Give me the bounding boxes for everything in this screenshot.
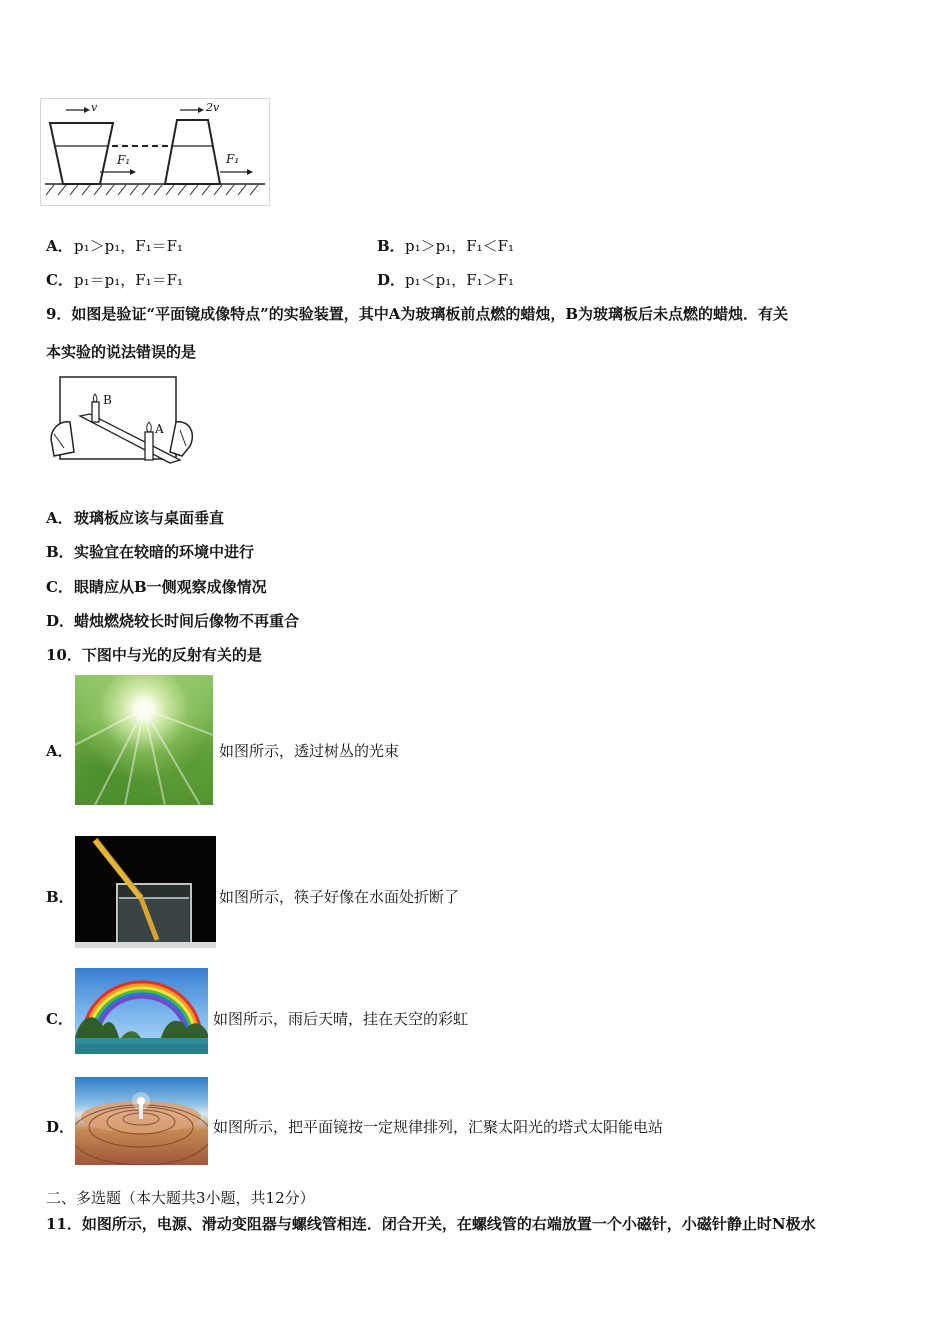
q10-option-a-letter: A． — [46, 742, 73, 760]
q9-option-c-letter: C． — [46, 578, 73, 596]
q10-option-d-letter: D． — [46, 1118, 75, 1136]
q9-mirror-experiment-figure — [44, 374, 194, 470]
q10-option-b-image — [75, 836, 216, 948]
q10-option-c-text: 如图所示，雨后天晴，挂在天空的彩虹 — [213, 1010, 469, 1028]
q8-option-a-letter: A． — [46, 237, 73, 255]
section2-heading: 二、多选题（本大题共3小题，共12分） — [46, 1189, 315, 1207]
q10-option-c-letter: C． — [46, 1010, 73, 1028]
q8-option-d-letter: D． — [377, 271, 406, 289]
q10-option-c-image — [75, 968, 208, 1054]
q10-option-a-text: 如图所示，透过树丛的光束 — [219, 742, 400, 760]
q10-option-d-text: 如图所示，把平面镜按一定规律排列，汇聚太阳光的塔式太阳能电站 — [213, 1118, 664, 1136]
q8-option-b-letter: B． — [377, 237, 405, 255]
q8-right-force-label: F₁ — [226, 152, 240, 166]
q9-option-a-letter: A． — [46, 509, 73, 527]
q9-option-d-letter: D． — [46, 612, 75, 630]
q8-right-speed-label: 2v — [206, 101, 220, 114]
q9-label-b: B — [103, 393, 112, 407]
q9-option-d-text: 蜡烛燃烧较长时间后像物不再重合 — [74, 612, 300, 630]
q9-label-a: A — [155, 422, 164, 436]
q9-option-a-text: 玻璃板应该与桌面垂直 — [74, 509, 225, 527]
q10-stem: 10．下图中与光的反射有关的是 — [46, 646, 262, 664]
q8-left-force-label: F₁ — [117, 153, 131, 167]
q8-option-c-text: p₁＝p₁，F₁＝F₁ — [74, 271, 184, 289]
q9-option-c-text: 眼睛应从B一侧观察成像情况 — [74, 578, 267, 596]
q11-stem-line1: 11．如图所示，电源、滑动变阻器与螺线管相连．闭合开关，在螺线管的右端放置一个小磁针，小磁针静止时N极水 — [46, 1215, 816, 1233]
q8-option-d-text: p₁＜p₁，F₁＞F₁ — [405, 271, 515, 289]
q9-option-b-letter: B． — [46, 543, 74, 561]
q8-option-c-letter: C． — [46, 271, 73, 289]
q9-option-b-text: 实验宜在较暗的环境中进行 — [74, 543, 255, 561]
q8-option-a-text: p₁＞p₁，F₁＝F₁ — [74, 237, 184, 255]
q10-option-a-image — [75, 675, 213, 805]
q8-left-speed-label: v — [91, 101, 98, 114]
q10-option-b-text: 如图所示，筷子好像在水面处折断了 — [219, 888, 460, 906]
q9-stem-line2: 本实验的说法错误的是 — [46, 343, 197, 361]
q10-option-b-letter: B． — [46, 888, 74, 906]
q10-option-d-image — [75, 1077, 208, 1165]
q9-stem-line1: 9．如图是验证“平面镜成像特点”的实验装置，其中A为玻璃板前点燃的蜡烛，B为玻璃板后未点燃的蜡烛．有关 — [46, 305, 789, 323]
q8-option-b-text: p₁＞p₁，F₁＜F₁ — [405, 237, 515, 255]
